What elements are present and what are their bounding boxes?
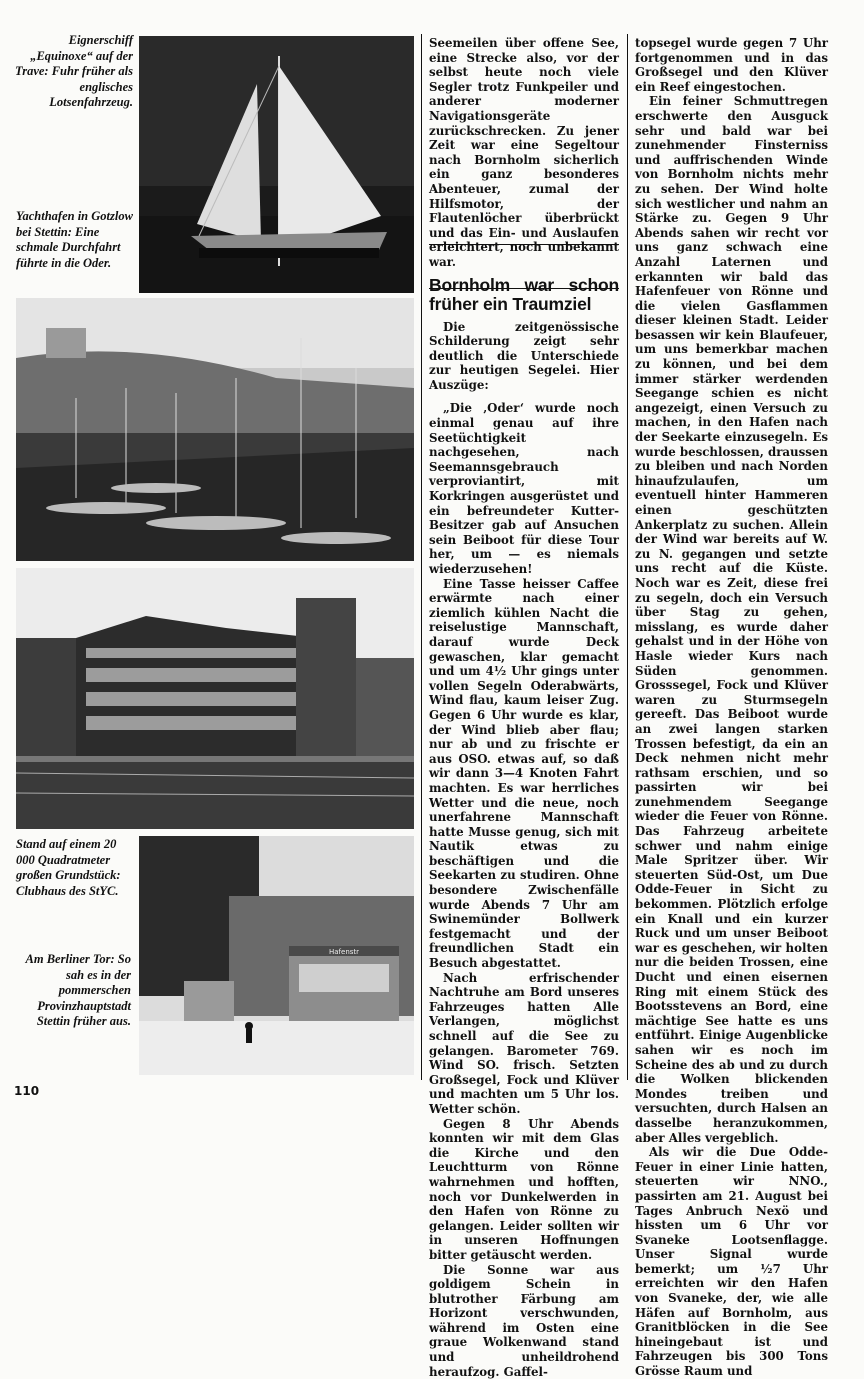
quote-paragraph-8: Als wir die Due Odde-Feuer in einer Linie hatten, steuerten wir NNO., passirten am 21. August bei Tages Anbruch Nexö und hissten um 6 Uhr vor Svaneke Lootsenflagge. Unser Signal wurde bemerkt; um ½7 Uhr erreichten wir den Hafen von Svaneke, der, wie alle Häfen auf Bornholm, aus Granitblöcken in die See hineingebaut ist und Fahrzeugen bis 300 Tons Grösse Raum und — [635, 1145, 828, 1379]
caption-clubhaus: Stand auf einem 20 000 Quadratmeter großen Grundstück: Clubhaus des StYC. — [16, 837, 134, 899]
quote-paragraph-6: topsegel wurde gegen 7 Uhr fortgenommen und in das Großsegel und den Klüver ein Reef eingestochen. — [635, 36, 828, 94]
photo-harbour-gotzlow — [16, 298, 414, 561]
photo-yacht-equinoxe — [139, 36, 414, 293]
quote-paragraph-7: Ein feiner Schmuttregen erschwerte den Ausguck sehr und bald war bei zunehmender Finsterniss und auffrischenden Winde von Bornholm nichts mehr zu sehen. Der Wind holte sich westlicher und nahm an Stärke zu. Gegen 9 Uhr Abends sahen wir recht vor uns ganz schwach eine Anzahl Laternen und erkannten wir bald das Hafenfeuer von Rönne und die vielen Gasflammen dieser kleinen Stadt. Leider besassen wir kein Blaufeuer, um uns bemerkbar machen zu können, und bei dem immer stärker werdenden Seegange schien es nicht angezeigt, einen Versuch zu machen, in den Hafen nach der Seekarte einzusegeln. Es wurde beschlossen, draussen zu bleiben und nach Norden hinaufzulaufen, um eventuell hinter Hammeren einen geschützten Ankerplatz zu suchen. Allein der Wind war bereits auf W. zu N. gegangen und setzte uns recht auf die Küste. Noch war es Zeit, diese frei zu segeln, doch ein Versuch über Stag zu gehen, misslang, es wurde daher gehalst und in der Höhe von Hasle wieder Kurs nach Süden genommen. Grosssegel, Fock und Klüver waren zu Sturmsegeln gereeft. Das Beiboot wurde an zwei langen starken Trossen befestigt, da ein an Deck nehmen nicht mehr rathsam erschien, und so passirten wir bei zunehmendem Seegange wieder die Feuer von Rönne. Das Fahrzeug arbeitete schwer und nahm einige Male Spritzer über. Wir steuerten Süd-Ost, um Due Odde-Feuer in Sicht zu bekommen. Plötzlich erfolge ein Knall und ein kurzer Ruck und um unser Beiboot war es geschehen, wir holten nur die beiden Trossen, eine Ducht und einen eisernen Ring mit einem Stück des Bootsstevens an Bord, eine mächtige See hatte es uns entführt. Einige Augenblicke sahen wir es noch im Scheine des ab und zu durch die Wolken blickenden Mondes treiben und versuchten, durch Halsen an dasselbe heranzukommen, aber Alles vergeblich. — [635, 94, 828, 1145]
caption-gotzlow: Yachthafen in Gotzlow bei Stettin: Eine schmale Durchfahrt führte in die Oder. — [16, 209, 136, 271]
article-column-right — [635, 36, 828, 1379]
page-number: 110 — [14, 1084, 39, 1098]
caption-equinoxe: Eignerschiff „Equinoxe“ auf der Trave: Fuhr früher als englisches Lotsenfahrzeug. — [14, 33, 133, 111]
quote-paragraph-3: Nach erfrischender Nachtruhe am Bord unseres Fahrzeuges hatten Alle Verlangen, möglichst schnell auf die See zu gelangen. Barometer 769. Wind SO. frisch. Setzten Großsegel, Fock und Klüver und machten um 5 Uhr los. Wetter schön. — [429, 971, 619, 1117]
quote-paragraph-2: Eine Tasse heisser Caffee erwärmte nach einer ziemlich kühlen Nacht die reiselustige Mannschaft, darauf wurde Deck gewaschen, klar gemacht und um 4½ Uhr gings unter vollen Segeln Oderabwärts, Wind flau, kaum leiser Zug. Gegen 6 Uhr wurde es klar, der Wind blieb aber flau; nur ab und zu frischte er aus OSO. etwas auf, so daß wir dann 3—4 Knoten Fahrt machten. Es war herrliches Wetter und die neue, noch unerfahrene Mannschaft hatte Musse genug, sich mit Nautik etwas zu beschäftigen und die Seekarten zu studiren. Ohne besondere Zwischenfälle wurde Abends 7 Uhr am Swinemünder Bollwerk festgemacht und der freundlichen Stadt ein Besuch abgestattet. — [429, 577, 619, 971]
quote-paragraph-5: Die Sonne war aus goldigem Schein in blutrother Färbung am Horizont verschwunden, während im Osten eine graue Wolkenwand stand und unheildrohend heraufzog. Gaffel- — [429, 1263, 619, 1379]
column-rule-left — [421, 34, 422, 1080]
column-rule-right — [627, 34, 628, 1080]
quote-paragraph-1: „Die ‚Oder‘ wurde noch einmal genau auf ihre Seetüchtigkeit nachgesehen, nach Seemannsgebrauch verproviantirt, mit Korkringen ausgerüstet und ein befreundeter Kutter-Besitzer gab auf Ansuchen sein Beiboot für diese Tour her, um — es niemals wiederzusehen! — [429, 401, 619, 576]
intro-paragraph: Seemeilen über offene See, eine Strecke also, vor der selbst heute noch viele Segler trotz Funkpeiler und anderer moderner Navigationsgeräte zurückschrecken. Zu jener Zeit war eine Segeltour nach Bornholm sicherlich ein ganz besonderes Abenteuer, zumal der Hilfsmotor, der Flautenlöcher überbrückt und das Ein- und Auslaufen erleichtert, noch unbekannt war. — [429, 36, 619, 270]
quote-paragraph-4: Gegen 8 Uhr Abends konnten wir mit dem Glas die Kirche und den Leuchtturm von Rönne wahrnehmen und hofften, noch vor Dunkelwerden in den Hafen von Rönne zu gelangen. Leider sollten wir in unseren Hoffnungen bitter getäuscht werden. — [429, 1117, 619, 1263]
photo-clubhouse-styc — [16, 568, 414, 829]
photo-berliner-tor — [139, 836, 414, 1075]
lead-paragraph: Die zeitgenössische Schilderung zeigt sehr deutlich die Unterschiede zur heutigen Segelei. Hier Auszüge: — [429, 320, 619, 393]
tram-destination-sign: Hafenstr — [329, 948, 359, 956]
caption-berliner-tor: Am Berliner Tor: So sah es in der pommerschen Provinzhauptstadt Stettin früher aus. — [14, 952, 131, 1030]
article-headline: Bornholm war schon früher ein Traumziel — [429, 276, 619, 314]
article-column-middle — [429, 36, 619, 1379]
